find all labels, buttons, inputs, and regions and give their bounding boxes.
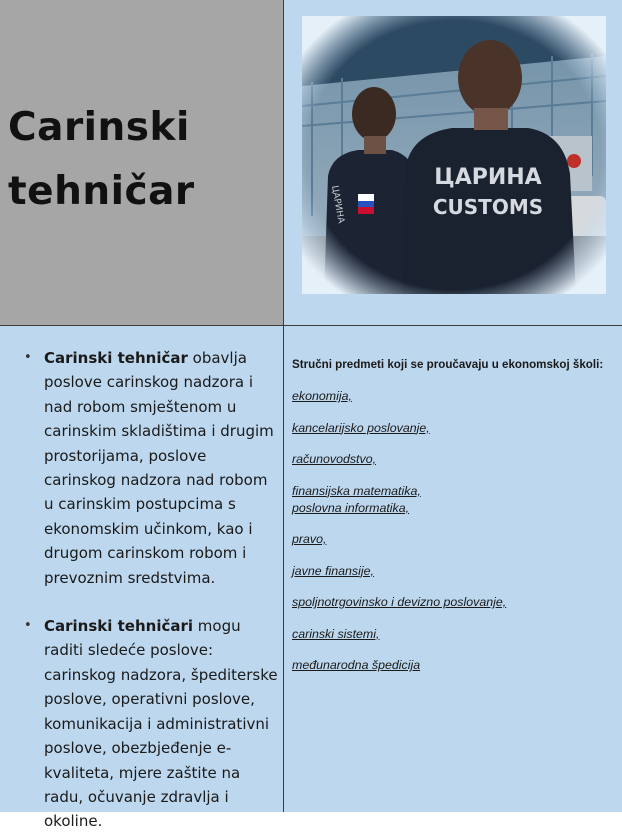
bullet-icon: •	[24, 618, 32, 634]
subject-item: spoljnotrgovinsko i devizno poslovanje,	[292, 595, 507, 609]
subjects-cell	[284, 326, 622, 812]
duties-cell	[0, 326, 284, 831]
duty-item-lead: Carinski tehničar	[44, 349, 188, 367]
title-line-2: tehničar	[8, 169, 195, 214]
duty-item-lead: Carinski tehničari	[44, 617, 194, 636]
subject-item: javne finansije,	[292, 563, 374, 578]
subjects-list	[292, 388, 612, 689]
title-line-1: Carinski	[8, 105, 190, 150]
subject-item: poslovna informatika,	[292, 500, 410, 515]
subject-item: međunarodna špedicija	[292, 658, 421, 672]
duty-item-text: obavlja poslove carinskog nadzora i nad robom smještenom u carinskim skladištima i drugim prostorijama, poslove carinskog nadzora nad robom u carinskim postupcima s ekonomskim učinkom, kao i drugom carinskom robom i prevoznim sredstvima.	[44, 349, 274, 587]
subject-item: carinski sistemi,	[292, 626, 380, 641]
duty-item	[0, 346, 284, 590]
duty-item	[0, 614, 284, 834]
photo-cell	[284, 0, 622, 326]
subject-item: kancelarijsko poslovanje,	[292, 420, 430, 435]
customs-officers-photo	[302, 16, 606, 294]
customs-photo-image	[302, 16, 606, 294]
title-cell	[0, 0, 284, 326]
subject-item: računovodstvo,	[292, 452, 377, 466]
subject-item: ekonomija,	[292, 389, 352, 403]
duties-list	[0, 346, 284, 834]
bullet-icon: •	[24, 350, 32, 365]
duty-item-text: mogu raditi sledeće poslove: carinskog nadzora, špediterske poslove, operativni poslove, komunikacija i administrativni poslove, obezbjeđenje e-kvaliteta, mjere zaštite na radu, očuvanje zdravlja i okoline.	[44, 617, 278, 831]
subjects-heading: Stručni predmeti koji se proučavaju u ekonomskoj školi:	[292, 358, 604, 371]
page-title	[8, 106, 195, 214]
subject-item: finansijska matematika,	[292, 483, 421, 498]
subject-item: pravo,	[292, 532, 327, 546]
